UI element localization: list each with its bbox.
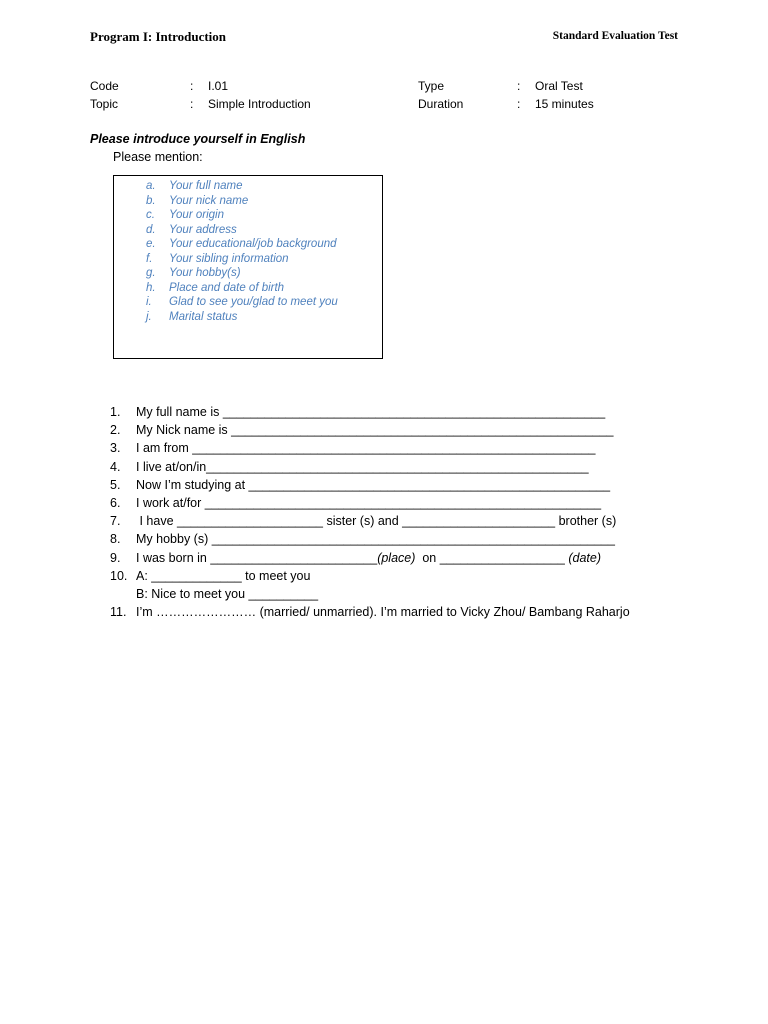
code-value: I.01 bbox=[208, 79, 229, 93]
list-item bbox=[146, 310, 338, 325]
question-list bbox=[110, 403, 630, 621]
list-text: Marital status bbox=[169, 310, 238, 323]
question-number: 5. bbox=[110, 477, 121, 492]
question-text: My full name is _______________________________________________________ bbox=[136, 405, 606, 419]
list-item bbox=[146, 179, 338, 194]
list-text: Glad to see you/glad to meet you bbox=[169, 296, 338, 308]
question-text: B: Nice to meet you __________ bbox=[136, 587, 319, 602]
question-number: 3. bbox=[110, 441, 121, 456]
question-text-part: on __________________ bbox=[415, 550, 569, 565]
duration-label: Duration bbox=[418, 97, 464, 111]
topic-value: Simple Introduction bbox=[208, 97, 311, 111]
list-marker: d. bbox=[146, 223, 156, 236]
question-number: 9. bbox=[110, 550, 121, 565]
type-label: Type bbox=[418, 79, 445, 93]
type-value: Oral Test bbox=[535, 79, 583, 93]
list-marker: c. bbox=[146, 209, 155, 221]
question-number: 10. bbox=[110, 568, 128, 583]
duration-value: 15 minutes bbox=[535, 97, 594, 111]
mention-label: Please mention: bbox=[113, 150, 203, 164]
question-row bbox=[110, 567, 630, 585]
list-text: Your full name bbox=[169, 180, 243, 192]
list-marker: e. bbox=[146, 238, 156, 250]
question-text: My hobby (s) __________________________________________________________ bbox=[136, 532, 615, 547]
topic-separator: : bbox=[190, 97, 194, 111]
topic-label: Topic bbox=[90, 97, 119, 111]
list-item bbox=[146, 281, 338, 296]
instruction-heading: Please introduce yourself in English bbox=[90, 132, 306, 146]
list-text: Your educational/job background bbox=[169, 238, 337, 250]
list-text: Your origin bbox=[169, 209, 224, 221]
list-item bbox=[146, 194, 338, 209]
list-item bbox=[146, 208, 338, 223]
question-text: I live at/on/in_______________________________________________________ bbox=[136, 459, 589, 474]
type-separator: : bbox=[517, 79, 521, 93]
question-number: 7. bbox=[110, 514, 121, 529]
list-marker: b. bbox=[146, 194, 156, 207]
place-hint: (place) bbox=[377, 550, 416, 565]
checklist bbox=[146, 179, 338, 324]
question-text-part: I was born in ________________________ bbox=[136, 550, 378, 565]
question-row bbox=[110, 421, 630, 439]
question-row bbox=[110, 512, 630, 530]
date-hint: (date) bbox=[568, 550, 601, 565]
list-text: Your hobby(s) bbox=[169, 267, 241, 279]
question-text: A: _____________ to meet you bbox=[136, 568, 311, 583]
list-marker: f. bbox=[146, 252, 153, 265]
list-item bbox=[146, 252, 338, 267]
code-label: Code bbox=[90, 79, 119, 93]
question-row bbox=[110, 494, 630, 512]
question-number: 11. bbox=[110, 605, 127, 620]
question-number: 1. bbox=[110, 405, 121, 419]
list-text: Your address bbox=[169, 223, 237, 236]
question-text: I work at/for _________________________________________________________ bbox=[136, 496, 602, 511]
question-row bbox=[110, 458, 630, 476]
list-text: Place and date of birth bbox=[169, 281, 285, 294]
question-text: I’m …………………… (married/ unmarried). I’m married to Vicky Zhou/ Bambang Raharjo bbox=[136, 605, 630, 620]
list-marker: a. bbox=[146, 180, 156, 192]
question-number: 4. bbox=[110, 459, 121, 474]
list-item bbox=[146, 237, 338, 252]
code-separator: : bbox=[190, 79, 194, 93]
question-text: I have _____________________ sister (s) and ______________________ brother (s) bbox=[136, 514, 617, 529]
question-number: 2. bbox=[110, 423, 121, 438]
list-marker: g. bbox=[146, 267, 156, 279]
list-item bbox=[146, 266, 338, 281]
list-text: Your nick name bbox=[169, 194, 249, 207]
question-number: 8. bbox=[110, 532, 121, 547]
list-marker: i. bbox=[146, 296, 152, 308]
program-title: Program I: Introduction bbox=[90, 29, 227, 44]
question-row bbox=[110, 439, 630, 457]
question-row bbox=[110, 476, 630, 494]
question-text: Now I’m studying at ____________________________________________________ bbox=[136, 477, 611, 492]
question-row bbox=[110, 403, 630, 421]
question-row bbox=[110, 549, 630, 567]
list-marker: h. bbox=[146, 281, 156, 294]
test-name: Standard Evaluation Test bbox=[552, 30, 678, 42]
question-row bbox=[110, 530, 630, 548]
question-number: 6. bbox=[110, 496, 121, 511]
question-row bbox=[110, 585, 630, 603]
list-marker: j. bbox=[146, 310, 152, 323]
duration-separator: : bbox=[517, 97, 521, 111]
list-text: Your sibling information bbox=[169, 252, 289, 265]
question-text: My Nick name is _______________________________________________________ bbox=[136, 423, 614, 438]
question-row bbox=[110, 603, 630, 621]
list-item bbox=[146, 223, 338, 238]
list-item bbox=[146, 295, 338, 310]
question-text: I am from __________________________________________________________ bbox=[136, 441, 596, 456]
